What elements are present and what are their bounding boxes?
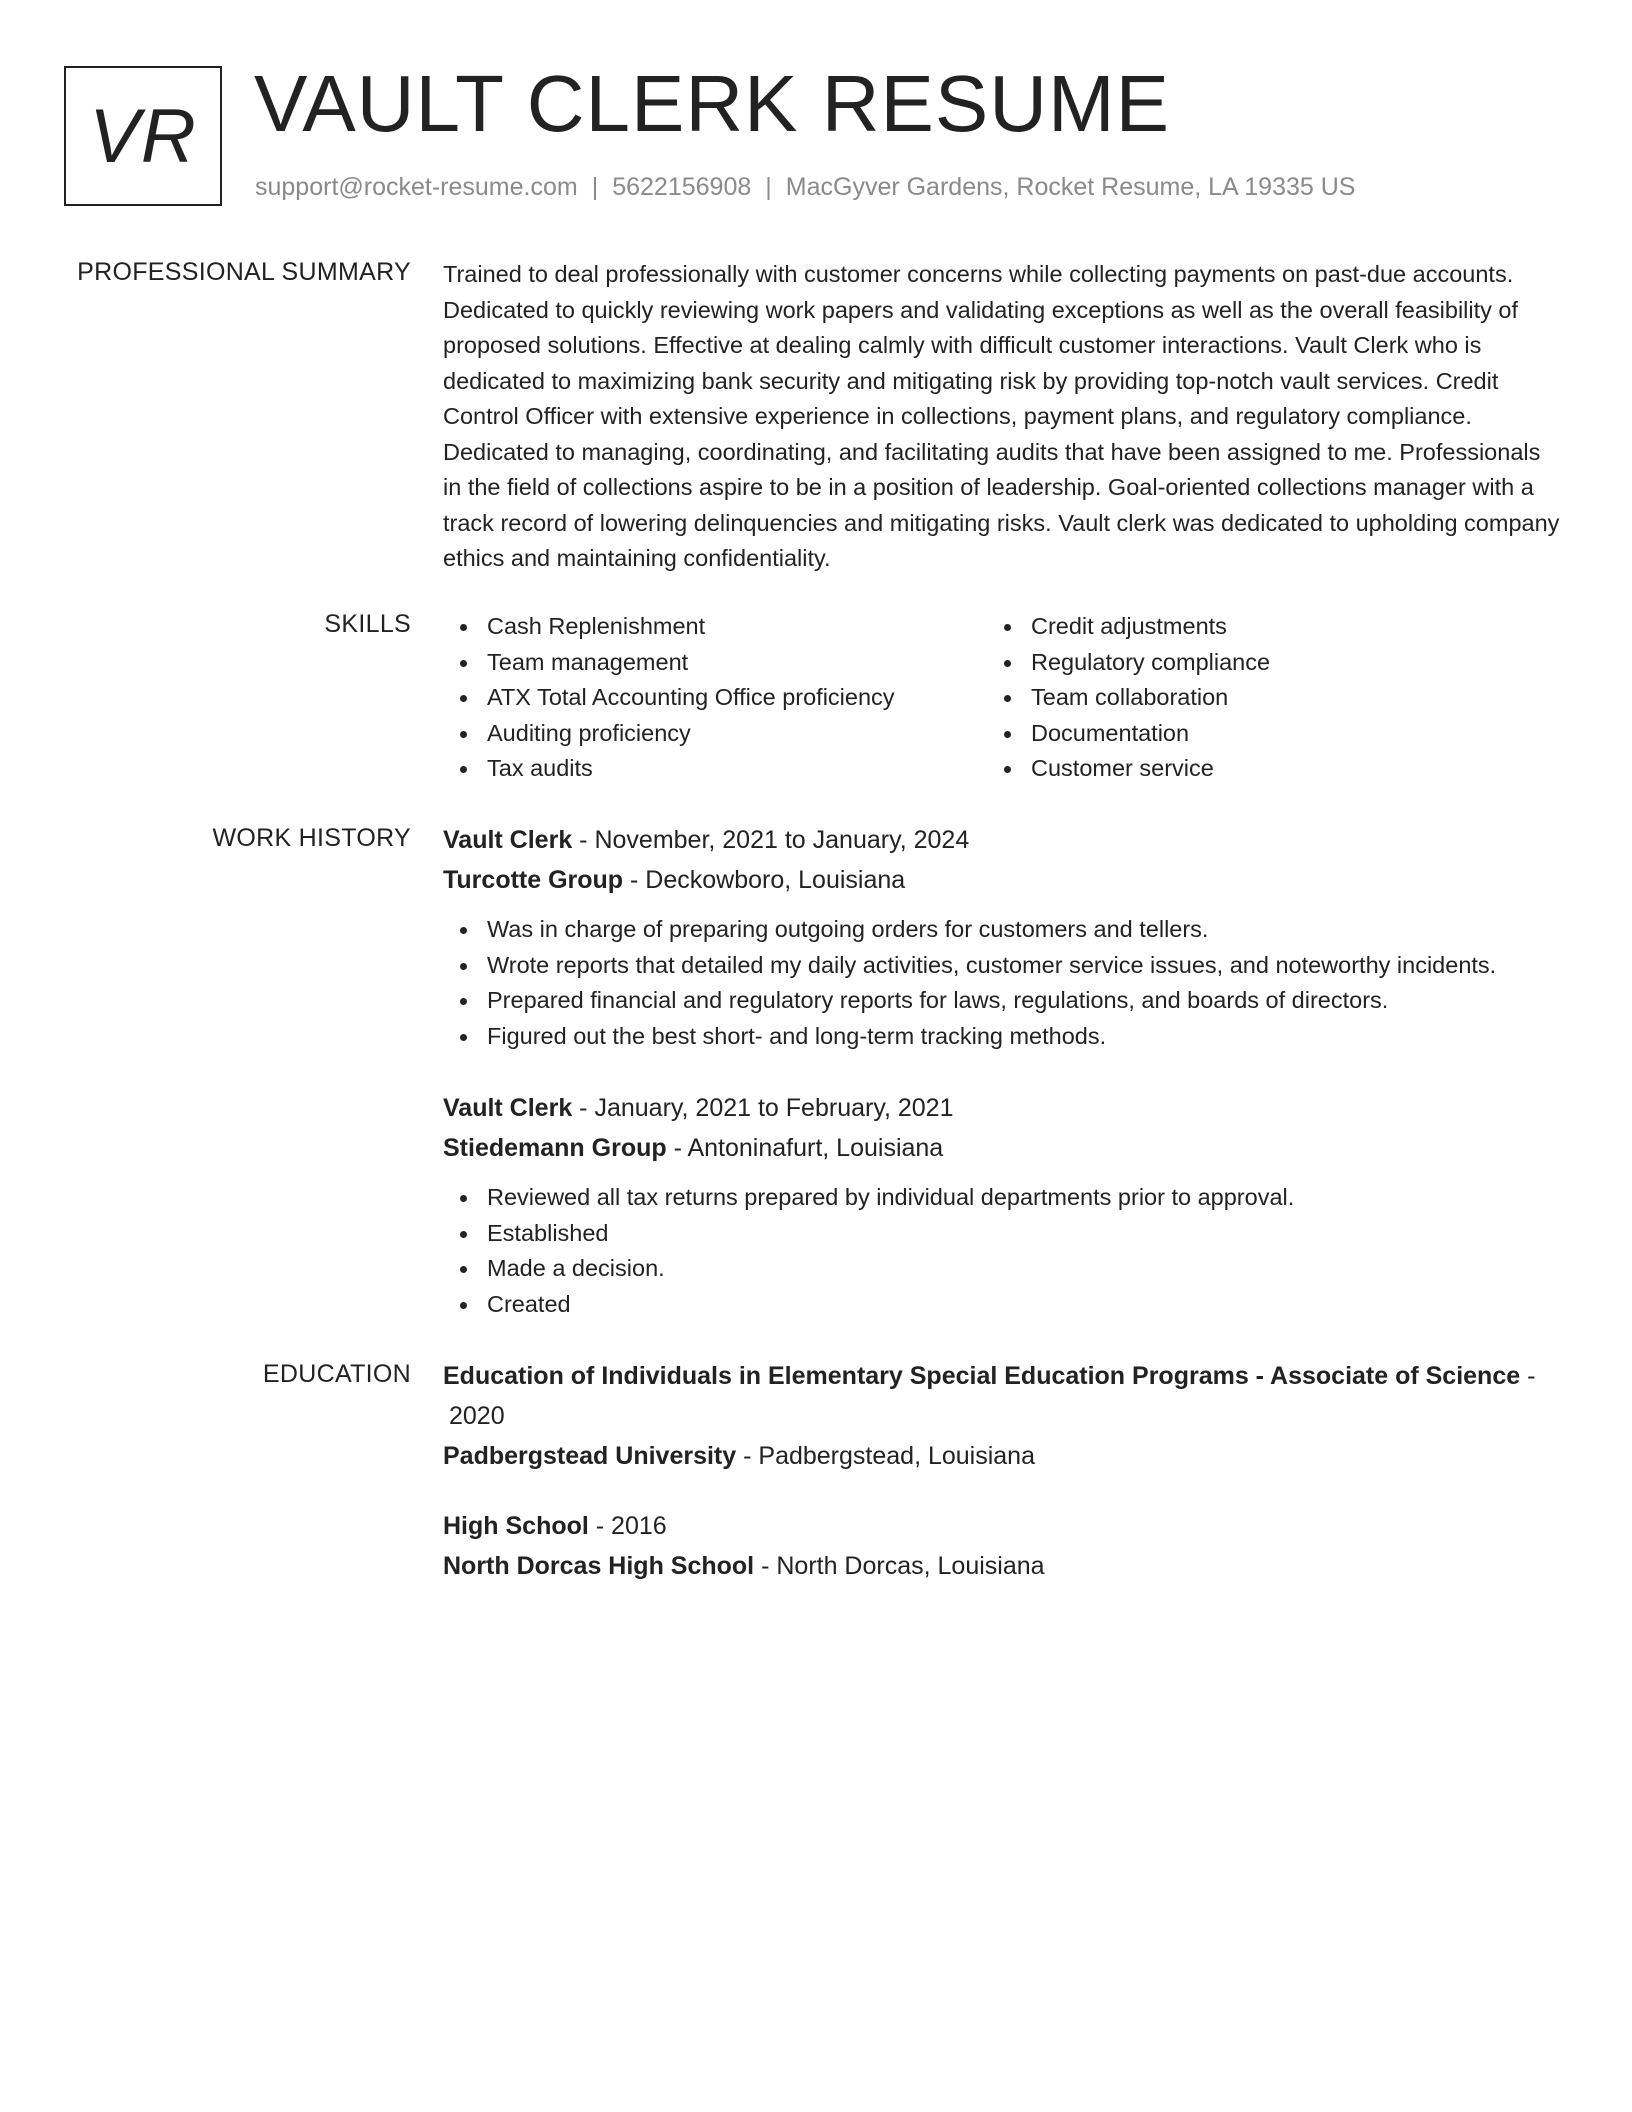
skill-item: ATX Total Accounting Office proficiency (443, 680, 987, 716)
job-title-line (443, 1088, 1561, 1128)
skill-item: Cash Replenishment (443, 609, 987, 645)
job-company-line (443, 860, 1561, 900)
skills-heading: SKILLS (324, 610, 411, 638)
skill-item: Documentation (987, 716, 1531, 752)
school-line (443, 1436, 1561, 1476)
school-name: North Dorcas High School (443, 1552, 755, 1580)
job-dates: - January, 2021 to February, 2021 (572, 1094, 954, 1122)
job-title: Vault Clerk (443, 826, 573, 854)
job-duty-item: Prepared financial and regulatory reports for laws, regulations, and boards of directors. (443, 983, 1561, 1019)
monogram-logo: VR (64, 66, 222, 206)
contact-separator: | (591, 173, 599, 201)
job-duty-item: Wrote reports that detailed my daily activities, customer service issues, and noteworthy incidents. (443, 948, 1561, 984)
job-company-line (443, 1128, 1561, 1168)
job-company: Turcotte Group (443, 866, 624, 894)
degree-dash: - (1520, 1362, 1536, 1390)
skill-item: Credit adjustments (987, 609, 1531, 645)
job-entry (443, 1088, 1561, 1322)
resume-title: VAULT CLERK RESUME (254, 59, 1171, 148)
work-history-heading: WORK HISTORY (212, 824, 411, 852)
school-location: - Padbergstead, Louisiana (736, 1442, 1035, 1470)
contact-separator: | (765, 173, 772, 201)
job-duty-item: Figured out the best short- and long-term tracking methods. (443, 1019, 1561, 1055)
degree-name: Education of Individuals in Elementary Special Education Programs - Associate of Science (443, 1362, 1521, 1390)
skill-item: Customer service (987, 751, 1531, 787)
education-body (443, 1356, 1561, 1586)
degree-dash: - (588, 1512, 612, 1540)
job-title-line (443, 820, 1561, 860)
school-line (443, 1546, 1561, 1586)
job-entry (443, 820, 1561, 1054)
school-name: Padbergstead University (443, 1442, 737, 1470)
education-entry (443, 1356, 1561, 1476)
skills-list-right (987, 609, 1531, 787)
skill-item: Team management (443, 645, 987, 681)
degree-line (443, 1356, 1561, 1396)
contact-address: MacGyver Gardens, Rocket Resume, LA 19335 US (785, 173, 1356, 201)
skill-item: Auditing proficiency (443, 716, 987, 752)
job-dates: - November, 2021 to January, 2024 (572, 826, 970, 854)
work-history-body (443, 820, 1561, 1322)
degree-line (443, 1506, 1561, 1546)
school-location: - North Dorcas, Louisiana (754, 1552, 1045, 1580)
job-duty-item: Reviewed all tax returns prepared by individual departments prior to approval. (443, 1180, 1561, 1216)
job-title: Vault Clerk (443, 1094, 573, 1122)
summary-heading: PROFESSIONAL SUMMARY (77, 258, 411, 286)
job-duty-item: Was in charge of preparing outgoing orders for customers and tellers. (443, 912, 1561, 948)
summary-body (443, 257, 1561, 577)
job-location: - Antoninafurt, Louisiana (666, 1134, 944, 1162)
contact-phone: 5622156908 (612, 173, 752, 201)
job-duty-item: Established (443, 1216, 1561, 1252)
education-entry (443, 1506, 1561, 1586)
skill-item: Regulatory compliance (987, 645, 1531, 681)
degree-name: High School (443, 1512, 589, 1540)
job-duty-item: Created (443, 1287, 1561, 1323)
skill-item: Team collaboration (987, 680, 1531, 716)
job-location: - Deckowboro, Louisiana (623, 866, 906, 894)
skill-item: Tax audits (443, 751, 987, 787)
skills-list-left (443, 609, 987, 787)
degree-year: 2016 (611, 1512, 667, 1540)
education-heading: EDUCATION (262, 1360, 411, 1388)
job-duty-item: Made a decision. (443, 1251, 1561, 1287)
job-company: Stiedemann Group (443, 1134, 667, 1162)
contact-line (255, 173, 1355, 202)
skills-body (443, 609, 1561, 787)
summary-text: Trained to deal professionally with customer concerns while collecting payments on past-due accounts. Dedicated to quickly reviewing work papers and validating exceptions as well as the overall feasibility of proposed solutions. Effective at dealing calmly with difficult customer interactions. Vault Clerk who is dedicated to maximizing bank security and mitigating risk by providing top-notch vault services. Credit Control Officer with extensive experience in collections, payment plans, and regulatory compliance. Dedicated to managing, coordinating, and facilitating audits that have been assigned to me. Professionals in the field of collections aspire to be in a position of leadership. Goal-oriented collections manager with a track record of lowering delinquencies and mitigating risks. Vault clerk was dedicated to upholding company ethics and maintaining confidentiality. (443, 261, 1560, 571)
degree-year: 2020 (449, 1402, 505, 1430)
skills-columns (443, 609, 1561, 787)
job-duties (443, 1180, 1561, 1322)
contact-email: support@rocket-resume.com (255, 173, 578, 201)
job-duties (443, 912, 1561, 1054)
